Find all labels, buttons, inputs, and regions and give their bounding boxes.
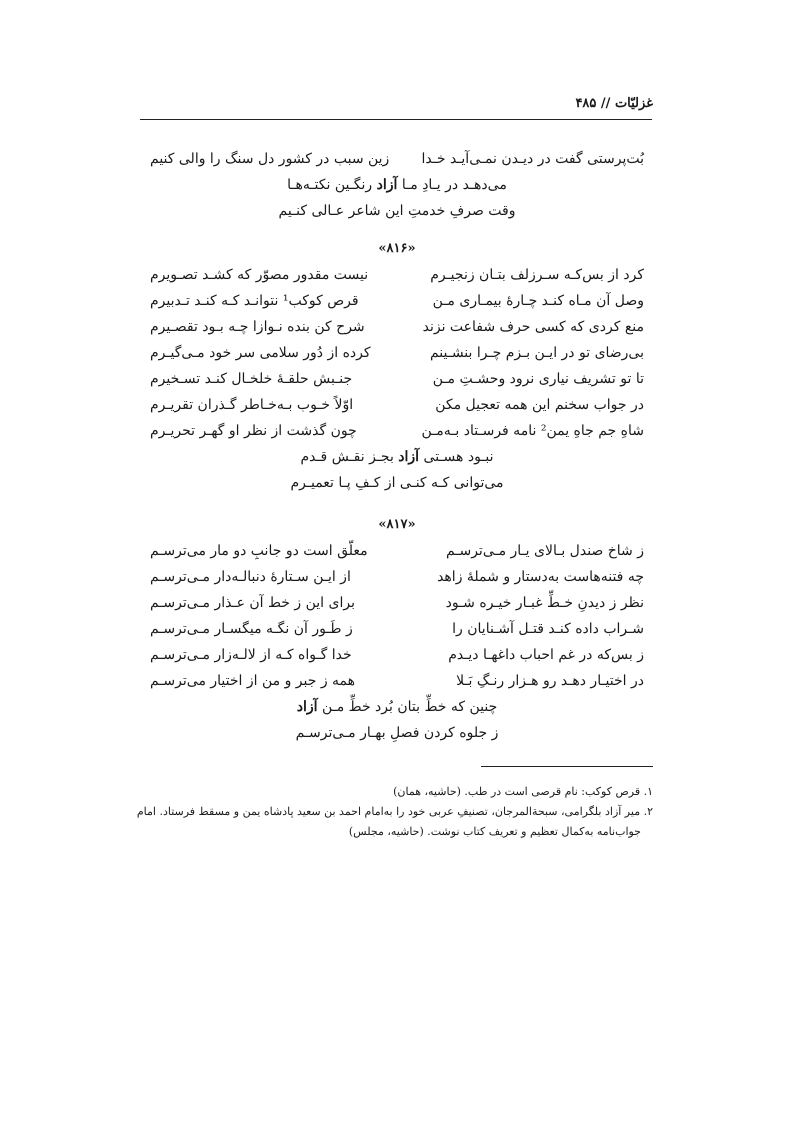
- hemistich-left: خدا گـواه کـه از لالـه‌زار مـی‌ترسـم: [150, 647, 352, 663]
- hemistich-left: قرص کوکب¹ نتوانـد کـه کنـد تـدبیرم: [150, 293, 359, 309]
- closing-verse: چنین که خطِّ بتان بُرد خطِّ مـن آزاد: [296, 699, 498, 715]
- hemistich-right: ز بس‌که در غم احباب داغهـا دیـدم: [448, 647, 644, 663]
- hemistich-left: زین سبب در کشور دل سنگ را والی کنیم: [150, 151, 390, 167]
- header-rule: [140, 119, 652, 120]
- closing-verse: نبـود هسـتی آزاد بجـز نقـش قـدم: [300, 449, 494, 465]
- footnote-rule: [481, 766, 653, 767]
- hemistich-left: نیست مقدور مصوّر که کشـد تصـویرم: [150, 267, 369, 283]
- pen-name: آزاد: [398, 449, 420, 465]
- hemistich-right: در اختیـار دهـد رو هـزار رنـگِ بَـلا: [456, 673, 644, 689]
- hemistich-left: اوّلاً خـوب بـه‌خـاطر گـذران تقریـرم: [150, 397, 354, 413]
- hemistich-right: وصل آن مـاه کنـد چـارهٔ بیمـاری مـن: [432, 293, 644, 309]
- intro-verses: [150, 146, 644, 224]
- ghazal-number: «۸۱۶»: [378, 241, 416, 256]
- hemistich-left: همه ز جبر و من از اختیار می‌ترسـم: [150, 673, 356, 689]
- hemistich-left: کرده از دُور سلامی سر خود مـی‌گیـرم: [150, 345, 371, 361]
- closing-verse: وقت صرفِ خدمتِ این شاعر عـالی کنـیم: [278, 203, 516, 219]
- footnote-2: ۲. میر آزاد بلگرامی، سبحة‌المرجان، تصنیفِ عربی خود را به‌امام احمد بن سعید پادشاه یمن و مسقط فرستاد. امام: [136, 805, 653, 818]
- hemistich-left: شرح کن بنده نـوازا چـه بـود تقصـیرم: [150, 319, 365, 335]
- hemistich-right: بُت‌پرستی گفت در دیـدن نمـی‌آیـد خـدا: [421, 151, 644, 167]
- hemistich-right: چه فتنه‌هاست به‌دستار و شملهٔ زاهد: [437, 569, 644, 585]
- pen-name: آزاد: [376, 177, 398, 193]
- running-head: غزلیّات // ۴۸۵: [575, 96, 653, 111]
- hemistich-left: چون گذشت از نظر او گهـر تحریـرم: [150, 423, 357, 439]
- hemistich-right: کرد از بس‌کـه سـرزلف بتـان زنجیـرم: [430, 267, 644, 283]
- ghazal-number: «۸۱۷»: [378, 517, 416, 532]
- hemistich-right: شـراب داده کنـد قتـل آشـنایان را: [452, 621, 644, 637]
- verse-row: [150, 146, 644, 172]
- footnote-1: ۱. قرص کوکب: نام قرصی است در طب. (حاشیه، همان): [393, 785, 653, 798]
- hemistich-left: معلّق است دو جانبِ دو مار می‌ترسـم: [150, 543, 368, 559]
- pen-name: آزاد: [296, 699, 318, 715]
- hemistich-right: ز شاخ صندل بـالای یـار مـی‌ترسـم: [446, 543, 644, 559]
- hemistich-right: شاهِ جم جاهِ یمن² نامه فرسـتاد بـه‌مـن: [421, 423, 644, 439]
- hemistich-right: تا تو تشریف نیاری نرود وحشـتِ مـن: [432, 371, 644, 387]
- footnote-2-continued: جواب‌نامه به‌کمال تعظیم و تعریف کتاب نوشت. (حاشیه، مجلس): [348, 825, 641, 838]
- hemistich-right: بی‌رضای تو در ایـن بـزم چـرا بنشـینم: [429, 345, 644, 361]
- hemistich-left: جنـبش حلقـهٔ خلخـال کنـد تسـخیرم: [150, 371, 353, 387]
- hemistich-right: نظر ز دیدنِ خـطِّ غبـار خیـره شـود: [445, 595, 644, 611]
- ghazal-816: [150, 236, 644, 496]
- closing-verse: می‌توانی کـه کنـی از کـفِ پـا تعمیـرم: [290, 475, 504, 491]
- hemistich-left: ز طَـور آن نگـه میگسـار مـی‌ترسـم: [150, 621, 353, 637]
- hemistich-left: برای این ز خط آن عـذار مـی‌ترسـم: [150, 595, 355, 611]
- closing-verse: می‌دهـد در یـادِ مـا آزاد رنگـین نکتـه‌هـا: [287, 177, 507, 193]
- footnotes: [133, 782, 653, 842]
- closing-verse: ز جلوه کردن فصلِ بهـار مـی‌ترسـم: [295, 725, 499, 741]
- hemistich-right: منع کردی که کسی حرف شفاعت نزند: [422, 319, 644, 335]
- hemistich-left: از ایـن سـتارهٔ دنبالـه‌دار مـی‌ترسـم: [150, 569, 351, 585]
- hemistich-right: در جواب سخنم این همه تعجیل مکن: [435, 397, 644, 413]
- ghazal-817: [150, 512, 644, 746]
